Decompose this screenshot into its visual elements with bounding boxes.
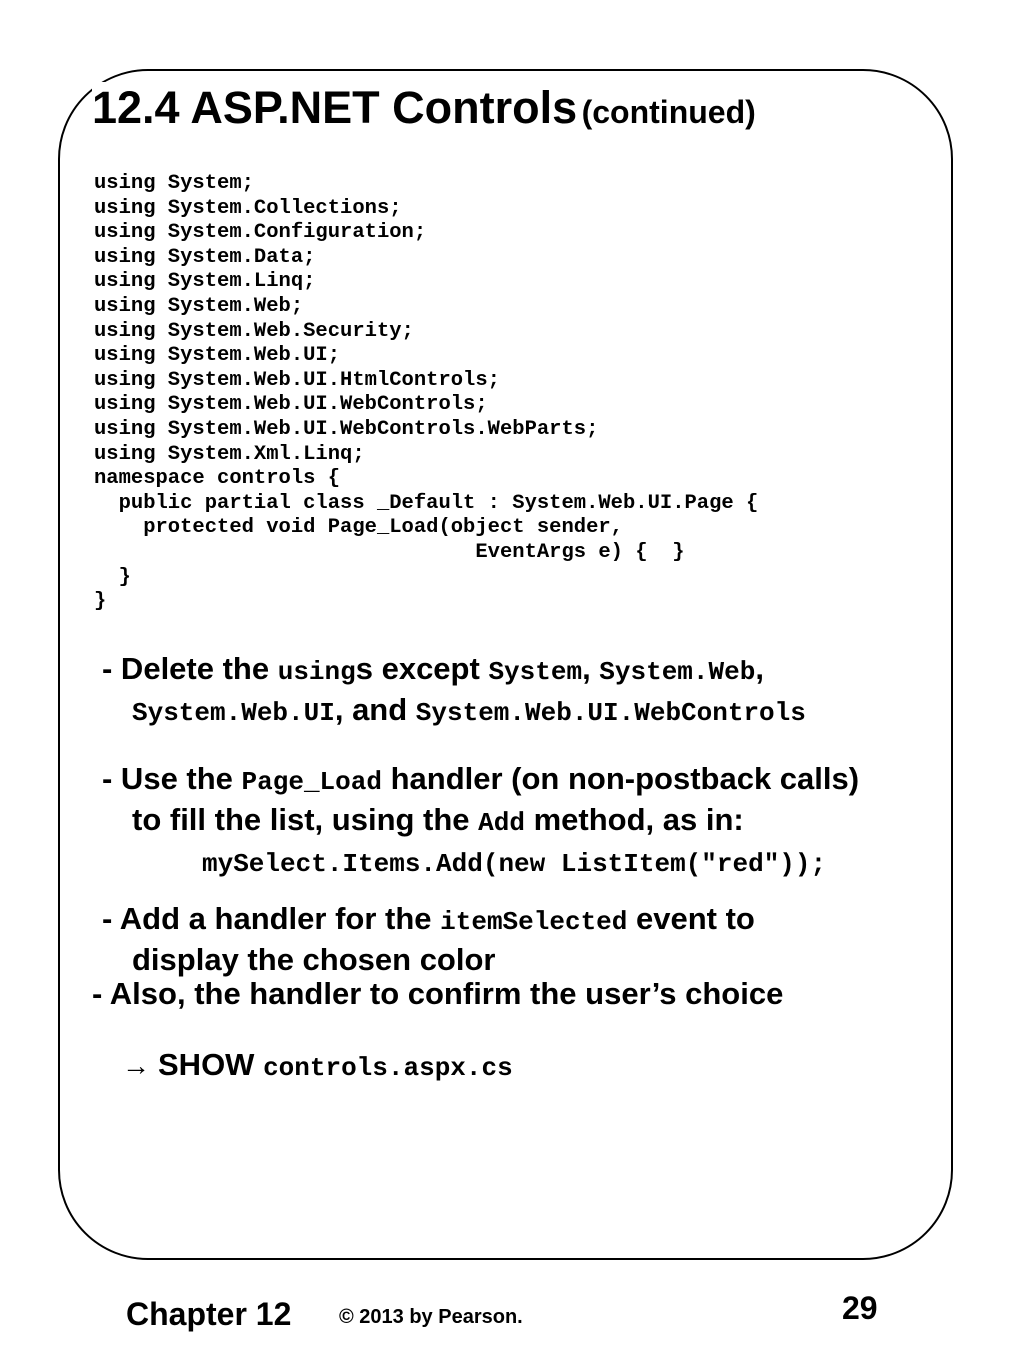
code-line: protected void Page_Load(object sender,	[94, 516, 623, 540]
code-line: using System.Web.UI.HtmlControls;	[94, 368, 500, 392]
bullet-delete-usings	[102, 650, 806, 732]
bullet-page-load	[102, 760, 859, 883]
code-term: System.Web.UI.WebControls	[415, 698, 806, 728]
code-term: Page_Load	[241, 767, 382, 797]
code-line: using System.Web.UI;	[94, 344, 341, 368]
bullet-text: , and	[334, 692, 416, 727]
code-line: using System.Data;	[94, 245, 316, 269]
bullet-confirm-handler	[92, 975, 783, 1012]
code-line: EventArgs e) { }	[94, 540, 685, 564]
code-term: itemSelected	[440, 907, 628, 937]
code-term: System	[488, 657, 583, 687]
bullet-line: - Also, the handler to confirm the user’s choice	[92, 976, 784, 1011]
slide-title	[92, 82, 760, 134]
bullet-line	[102, 900, 755, 941]
page-number: 29	[842, 1290, 878, 1326]
bullet-line	[102, 760, 859, 801]
bullet-line	[122, 1046, 513, 1087]
bullet-line	[102, 941, 755, 978]
bullet-text: to fill the list, using the	[132, 802, 479, 837]
right-arrow-icon: →	[122, 1050, 150, 1081]
footer-copyright: © 2013 by Pearson.	[339, 1306, 523, 1328]
footer-chapter: Chapter 12	[126, 1296, 292, 1332]
bullet-text: - Delete the	[102, 651, 278, 686]
bullet-text: ,	[582, 651, 600, 686]
code-block	[94, 172, 758, 615]
bullet-text: ,	[755, 651, 764, 686]
code-line: using System.Web.UI.WebControls.WebParts;	[94, 417, 599, 441]
bullet-text: - Add a handler for the	[102, 901, 441, 936]
code-line: using System.Web.UI.WebControls;	[94, 393, 488, 417]
code-term: using	[277, 657, 356, 687]
code-line: using System.Web;	[94, 294, 304, 318]
code-line: }	[94, 590, 107, 614]
code-line: public partial class _Default : System.Web.UI.Page {	[94, 491, 759, 515]
title-main: 12.4 ASP.NET Controls	[92, 82, 578, 133]
bullet-line	[102, 801, 859, 842]
code-line: }	[94, 565, 131, 589]
code-line: using System;	[94, 172, 254, 195]
code-line: using System.Web.Security;	[94, 319, 414, 343]
bullet-line	[102, 842, 859, 883]
code-term: Add	[478, 808, 525, 838]
bullet-line	[102, 691, 806, 732]
code-term: System.Web	[599, 657, 756, 687]
bullet-text: method, as in:	[524, 802, 744, 837]
bullet-text: display the chosen color	[132, 942, 496, 977]
bullet-text: event to	[627, 901, 755, 936]
code-term: controls.aspx.cs	[263, 1053, 513, 1083]
bullet-text: SHOW	[158, 1047, 264, 1082]
code-line: using System.Xml.Linq;	[94, 442, 365, 466]
code-line: namespace controls {	[94, 467, 341, 491]
code-line: using System.Linq;	[94, 270, 316, 294]
code-term: System.Web.UI	[132, 698, 335, 728]
code-line: using System.Configuration;	[94, 221, 427, 245]
bullet-text: handler (on non-postback calls)	[381, 761, 860, 796]
bullet-show-file	[122, 1046, 513, 1087]
bullet-add-handler	[102, 900, 755, 978]
code-example: mySelect.Items.Add(new ListItem(″red″));	[202, 849, 827, 879]
bullet-text: s except	[355, 651, 489, 686]
bullet-line	[102, 650, 806, 691]
title-suffix: (continued)	[581, 94, 756, 130]
bullet-text: - Use the	[102, 761, 242, 796]
code-line: using System.Collections;	[94, 196, 402, 220]
